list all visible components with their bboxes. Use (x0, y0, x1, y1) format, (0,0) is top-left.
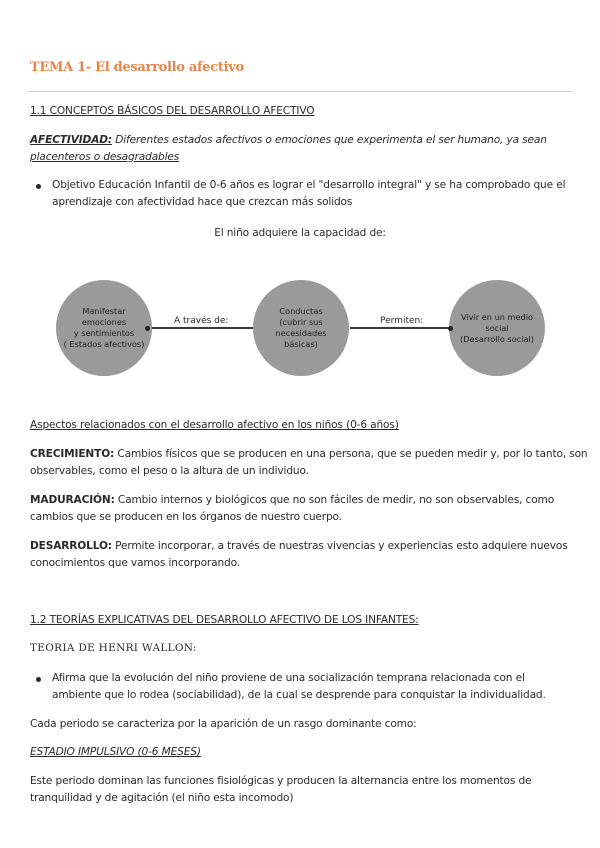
diagram-node-medio-social (449, 280, 545, 376)
afectividad-term: AFECTIVIDAD: (30, 134, 112, 146)
node-label: social (485, 322, 509, 333)
section-heading-1-2: 1.2 TEORÍAS EXPLICATIVAS DEL DESARROLLO AFECTIVO DE LOS INFANTES: (30, 614, 419, 626)
node-label: (Desarrollo social) (460, 333, 534, 344)
estadio-line2: tranquilidad y de agitación (el niño esta incomodo) (30, 792, 294, 804)
diagram-connector-2 (350, 327, 453, 329)
node-label: básicas) (284, 339, 318, 349)
maduracion-text: Cambio internos y biológicos que no son fáciles de medir, no son observables, como (114, 494, 555, 506)
section-heading-1-1: 1.1 CONCEPTOS BÁSICOS DEL DESARROLLO AFECTIVO (30, 105, 315, 117)
wallon-bullet-line1: Afirma que la evolución del niño proviene de una socialización temprana relacionada con el (52, 672, 525, 684)
desarrollo-line1 (30, 538, 568, 555)
node-label: Conductas (279, 306, 323, 316)
aspects-heading: Aspectos relacionados con el desarrollo afectivo en los niños (0-6 años) (30, 419, 399, 431)
node-label: y sentimientos (73, 328, 135, 338)
node-label: ( Estados afectivos) (63, 339, 145, 349)
bullet-icon (36, 677, 41, 682)
estadio-line1: Este periodo dominan las funciones fisiológicas y producen la alternancia entre los momentos de (30, 775, 532, 787)
title-divider (28, 91, 572, 92)
maduracion-line1 (30, 492, 554, 509)
desarrollo-line2: conocimientos que vamos incorporando. (30, 557, 240, 569)
crecimiento-line2: observables, como el peso o la altura de un individuo. (30, 465, 309, 477)
wallon-subheading: TEORIA DE HENRI WALLON: (30, 642, 197, 654)
bullet-objetivo-line1: Objetivo Educación Infantil de 0-6 años es lograr el "desarrollo integral" y se ha comprobado que el (52, 179, 566, 191)
edge-label-permiten: Permiten: (380, 316, 424, 326)
afectividad-continuation: placenteros o desagradables (30, 151, 180, 163)
estadio-heading: ESTADIO IMPULSIVO (0-6 MESES) (30, 746, 201, 758)
afectividad-definition (30, 132, 575, 149)
bullet-objetivo-line2: aprendizaje con afectividad hace que crezcan más solidos (52, 196, 353, 208)
desarrollo-text: Permite incorporar, a través de nuestras vivencias y experiencias esto adquiere nuevos (111, 540, 568, 552)
periodo-text: Cada periodo se caracteriza por la aparición de un rasgo dominante como: (30, 718, 417, 730)
crecimiento-term: CRECIMIENTO: (30, 448, 115, 460)
maduracion-line2: cambios que se producen en los órganos de nuestro cuerpo. (30, 511, 342, 523)
diagram-node-emociones (56, 280, 152, 376)
afectividad-text: Diferentes estados afectivos o emociones que experimenta el ser humano, ya sean (111, 134, 547, 146)
node-label: (cubrir sus (279, 317, 323, 327)
bullet-icon (36, 184, 41, 189)
node-label: Manifestar (82, 306, 126, 316)
edge-label-a-traves: A través de: (174, 316, 229, 326)
maduracion-term: MADURACIÓN: (30, 494, 115, 506)
wallon-bullet-line2: ambiente que lo rodea (sociabilidad), de la cual se desprende para conquistar la individualidad. (52, 689, 546, 701)
crecimiento-text: Cambios físicos que se producen en una persona, que se pueden medir y, por lo tanto, son (114, 448, 588, 460)
desarrollo-term: DESARROLLO: (30, 540, 112, 552)
node-label: necesidades (275, 328, 327, 338)
diagram-node-conductas (253, 280, 349, 376)
node-label: Vivir en un medio (460, 311, 534, 322)
connector-endpoint (448, 326, 453, 331)
crecimiento-line1 (30, 446, 587, 463)
connector-endpoint (145, 326, 150, 331)
diagram-caption: El niño adquiere la capacidad de: (214, 227, 386, 239)
node-label: emociones (81, 317, 127, 327)
page-title: TEMA 1- El desarrollo afectivo (30, 60, 244, 75)
